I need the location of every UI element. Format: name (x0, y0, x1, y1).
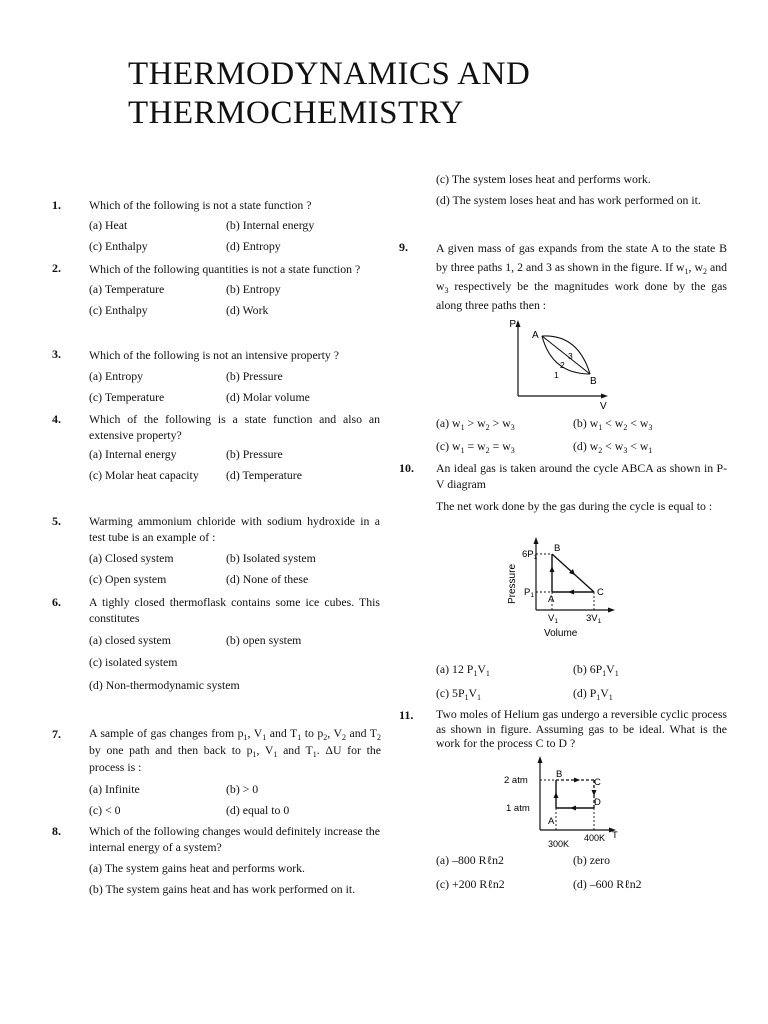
point-a: A (532, 330, 539, 341)
question-text: Which of the following quantities is not a state function ? (89, 262, 361, 276)
question-text: Which of the following changes would definitely increase the internal energy of a system? (89, 824, 380, 854)
point-b: B (554, 543, 561, 554)
option-b: (b) $w_1 < w_2 < w_3$ (573, 416, 653, 432)
option-b: (b) Internal energy (226, 218, 315, 232)
option-b: (b) zero (573, 853, 611, 867)
question-number: 4. (52, 412, 61, 426)
pv-cycle-diagram (502, 534, 620, 642)
option-c: (c) Enthalpy (89, 239, 148, 253)
option-d: (d) Entropy (226, 239, 281, 253)
option-d: (d) Non-thermodynamic system (89, 678, 240, 692)
point-b: B (590, 376, 597, 387)
option-a: (a) Entropy (89, 369, 144, 383)
option-c: (c) +200 Rℓn2 (436, 877, 505, 891)
point-b: B (556, 769, 563, 780)
question-number: 3. (52, 347, 61, 361)
option-b: (b) $6P_1V_1$ (573, 662, 619, 678)
tick-400k: 400K (584, 833, 606, 843)
option-c: (c) $5P_1V_1$ (436, 686, 482, 702)
axis-label-t: T (612, 830, 618, 841)
path-label-3: 3 (568, 351, 573, 361)
option-c: (c) isolated system (89, 655, 178, 669)
option-c: (c) The system loses heat and performs work. (436, 172, 651, 186)
question-number: 7. (52, 727, 61, 741)
tick-p1: $P_1$ (524, 587, 534, 599)
option-d: (d) The system loses heat and has work performed on it. (436, 193, 701, 207)
tick-6p1: $6P_1$ (522, 549, 538, 561)
option-c: (c) Temperature (89, 390, 165, 404)
option-a: (a) 12 $P_1V_1$ (436, 662, 490, 678)
option-c: (c) Open system (89, 572, 167, 586)
option-b: (b) open system (226, 633, 302, 647)
point-a: A (548, 594, 555, 605)
question-text: Which of the following is not an intensive property ? (89, 348, 339, 362)
tick-300k: 300K (548, 839, 570, 849)
option-a: (a) closed system (89, 633, 171, 647)
option-d: (d) None of these (226, 572, 309, 586)
point-a: A (548, 816, 555, 827)
question-subtext: The net work done by the gas during the cycle is equal to : (436, 499, 713, 513)
option-c: (c) < 0 (89, 803, 121, 817)
title-line-2: THERMOCHEMISTRY (128, 95, 464, 131)
tick-v1: $V_1$ (548, 613, 558, 625)
point-c: C (594, 777, 601, 788)
path-label-1: 1 (554, 370, 559, 380)
option-b: (b) Entropy (226, 282, 281, 296)
option-c: (c) $w_1 = w_2 = w_3$ (436, 439, 515, 455)
question-text: Which of the following is not a state function ? (89, 198, 312, 212)
axis-label-volume: Volume (544, 628, 578, 639)
option-c: (c) Molar heat capacity (89, 468, 199, 482)
question-text: A tighly closed thermoflask contains some ice cubes. This constitutes (89, 595, 380, 625)
question-number: 11. (399, 708, 414, 722)
option-a: (a) Temperature (89, 282, 165, 296)
option-b: (b) > 0 (226, 782, 259, 796)
question-text: Which of the following is a state function and also an extensive property? (89, 412, 380, 442)
question-text: A sample of gas changes from $p_1$, $V_1$ and $T_1$ to $p_2$, $V_2$ and $T_2$ by one path and then back to $p_1$, $V_1$ and $T_1$. ΔU for the process is : (89, 726, 381, 774)
pv-diagram-paths (508, 316, 614, 412)
pt-cycle-diagram (500, 754, 624, 852)
axis-label-pressure: Pressure (507, 563, 518, 604)
option-a: (a) The system gains heat and performs work. (89, 861, 305, 875)
question-text: Warming ammonium chloride with sodium hydroxide in a test tube is an example of : (89, 514, 380, 544)
question-text: Two moles of Helium gas undergo a reversible cyclic process as shown in figure. Assuming gas to be ideal. What is the work for the process C to D ? (436, 707, 727, 750)
option-d: (d) equal to 0 (226, 803, 290, 817)
question-number: 5. (52, 514, 61, 528)
tick-1atm: 1 atm (506, 803, 530, 814)
option-c: (c) Enthalpy (89, 303, 148, 317)
question-number: 9. (399, 240, 408, 254)
option-d: (d) Molar volume (226, 390, 310, 404)
tick-2atm: 2 atm (504, 775, 528, 786)
option-d: (d) –600 Rℓn2 (573, 877, 642, 891)
question-number: 8. (52, 824, 61, 838)
title-line-1: THERMODYNAMICS AND (128, 56, 531, 92)
question-number: 6. (52, 595, 61, 609)
question-number: 1. (52, 198, 61, 212)
option-a: (a) Internal energy (89, 447, 177, 461)
option-a: (a) Infinite (89, 782, 140, 796)
point-d: D (594, 797, 601, 808)
axis-label-v: V (600, 401, 607, 412)
path-2 (542, 336, 590, 374)
option-a: (a) $w_1 > w_2 > w_3$ (436, 416, 515, 432)
question-text: A given mass of gas expands from the state A to the state B by three paths 1, 2 and 3 as shown in the figure. If $w_1$, $w_2$ and $w_3$ respectively be the magnitudes work done by the gas along three paths then : (436, 241, 728, 312)
option-d: (d) Work (226, 303, 269, 317)
question-number: 2. (52, 261, 61, 275)
option-b: (b) Pressure (226, 447, 283, 461)
option-a: (a) Heat (89, 218, 128, 232)
option-d: (d) $P_1V_1$ (573, 686, 613, 702)
option-a: (a) Closed system (89, 551, 174, 565)
option-b: (b) Pressure (226, 369, 283, 383)
axis-label-p: P (509, 319, 516, 330)
option-b: (b) The system gains heat and has work performed on it. (89, 882, 356, 896)
page-title (128, 55, 530, 133)
question-number: 10. (399, 461, 414, 475)
option-b: (b) Isolated system (226, 551, 316, 565)
path-label-2: 2 (560, 360, 565, 370)
point-c: C (597, 587, 604, 598)
option-d: (d) Temperature (226, 468, 302, 482)
option-d: (d) $w_2 < w_3 < w_1$ (573, 439, 653, 455)
tick-3v1: $3V_1$ (586, 613, 602, 625)
question-text: An ideal gas is taken around the cycle ABCA as shown in P-V diagram (436, 461, 727, 491)
option-a: (a) –800 Rℓn2 (436, 853, 504, 867)
